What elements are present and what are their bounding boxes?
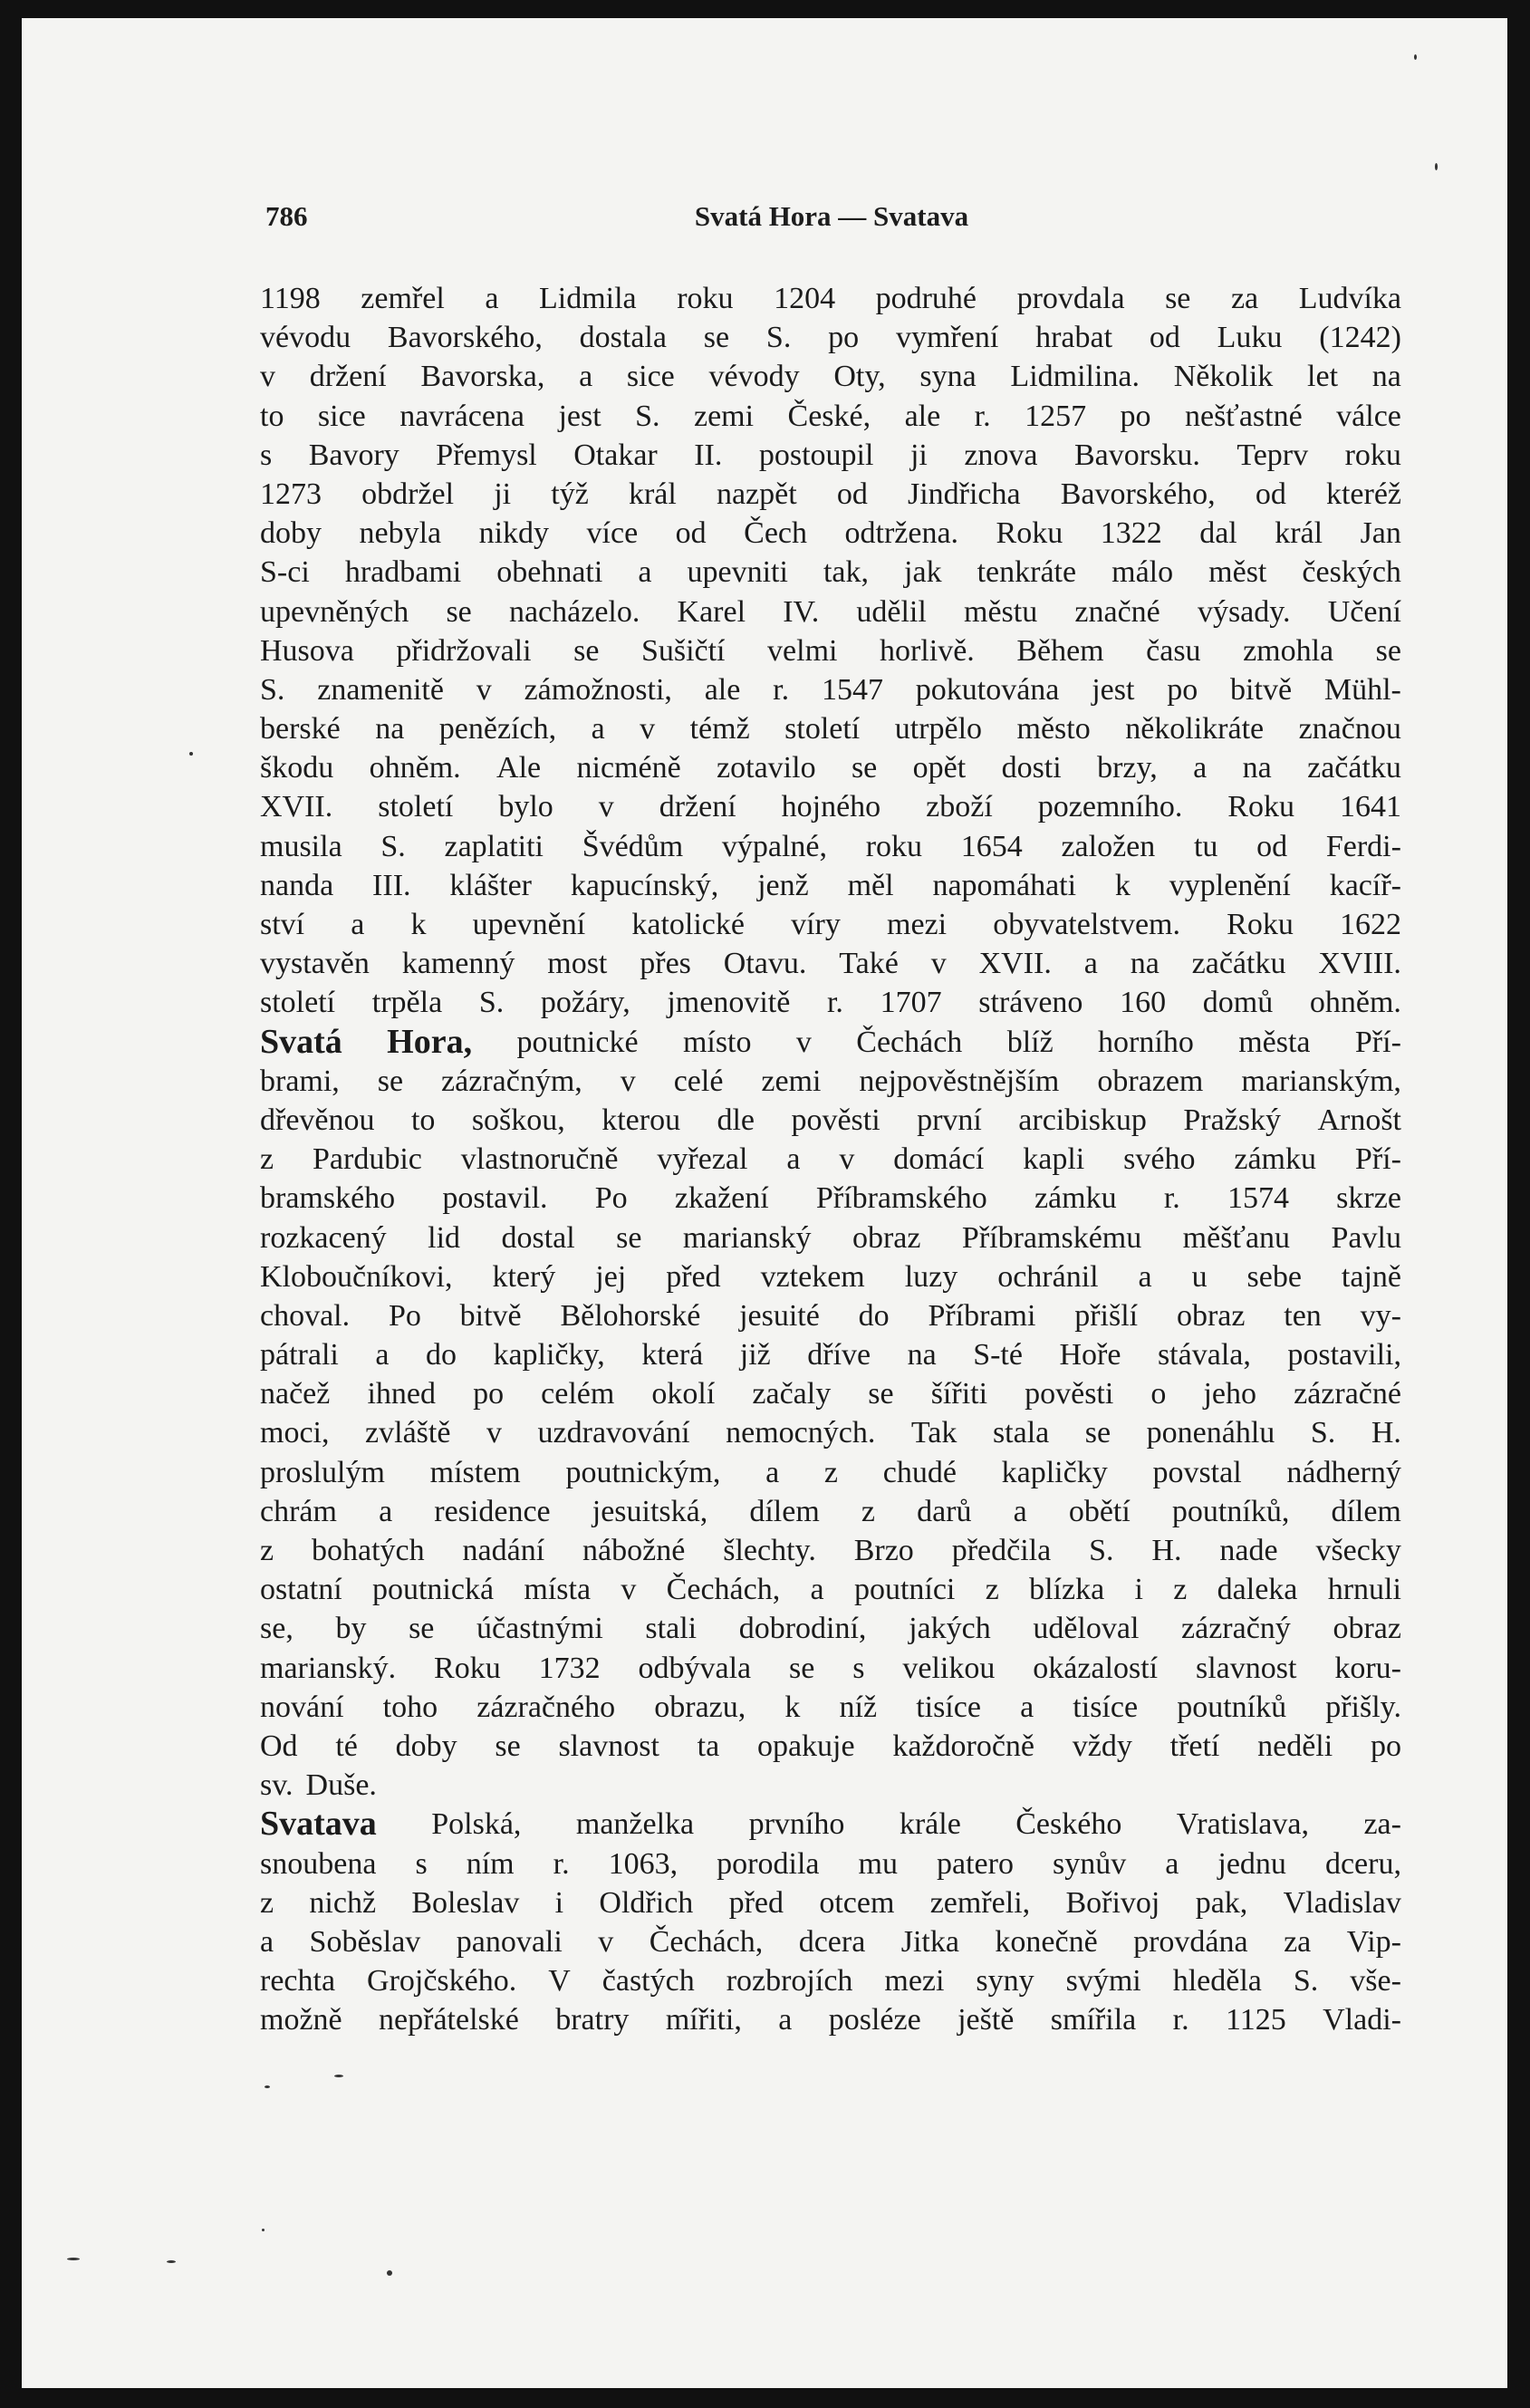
text-line: z nichž Boleslav i Oldřich před otcem zemřeli, Bořivoj pak, Vladislav bbox=[260, 1885, 1401, 1920]
scan-speck bbox=[262, 2229, 265, 2231]
scan-speck bbox=[189, 752, 193, 756]
text-line: z bohatých nadání nábožné šlechty. Brzo předčila S. H. nade všecky bbox=[260, 1534, 1401, 1567]
scan-speck bbox=[334, 2075, 343, 2077]
scan-speck bbox=[167, 2260, 176, 2263]
text-line: upevněných se nacházelo. Karel IV. udělil městu značné výsady. Učení bbox=[260, 594, 1401, 629]
text-line: vystavěn kamenný most přes Otavu. Také v XVII. a na začátku XVIII. bbox=[260, 947, 1401, 981]
text-line: v držení Bavorska, a sice vévody Oty, syna Lidmilina. Několik let na bbox=[260, 360, 1401, 394]
book-page bbox=[22, 18, 1507, 2388]
body-text bbox=[260, 279, 1401, 2039]
text-line: brami, se zázračným, v celé zemi nejpověstnějším obrazem marianským, bbox=[260, 1064, 1401, 1098]
scan-speck bbox=[387, 2270, 392, 2276]
text-line: 1273 obdržel ji týž král nazpět od Jindřicha Bavorského, od kteréž bbox=[260, 477, 1401, 511]
text-line: se, by se účastnými stali dobrodiní, jakých uděloval zázračný obraz bbox=[260, 1612, 1401, 1646]
text-line: musila S. zaplatiti Švédům výpalné, roku 1654 založen tu od Ferdi- bbox=[260, 829, 1401, 863]
text-line: rozkacený lid dostal se marianský obraz Příbramskému měšťanu Pavlu bbox=[260, 1220, 1401, 1255]
running-title: Svatá Hora — Svatava bbox=[694, 200, 969, 232]
page-header bbox=[265, 200, 1398, 246]
text-line: rechta Grojčského. V častých rozbrojích mezi syny svými hleděla S. vše- bbox=[260, 1964, 1401, 1999]
scan-speck bbox=[1414, 54, 1417, 60]
text-line: S. znamenitě v zámožnosti, ale r. 1547 pokutována jest po bitvě Mühl- bbox=[260, 672, 1401, 707]
text-line: 1198 zemřel a Lidmila roku 1204 podruhé provdala se za Ludvíka bbox=[260, 282, 1401, 315]
text-line: a Soběslav panovali v Čechách, dcera Jitka konečně provdána za Vip- bbox=[260, 1924, 1401, 1959]
text-line: proslulým místem poutnickým, a z chudé kapličky povstal nádherný bbox=[260, 1455, 1401, 1489]
text-line: S-ci hradbami obehnati a upevniti tak, jak tenkráte málo měst českých bbox=[260, 555, 1401, 590]
text-line: Svatá Hora, poutnické místo v Čechách blíž horního města Pří- bbox=[260, 1022, 1401, 1061]
scan-speck bbox=[265, 2085, 270, 2088]
text-line: možně nepřátelské bratry mířiti, a posléze ještě smířila r. 1125 Vladi- bbox=[260, 2003, 1401, 2037]
text-line: dřevěnou to soškou, kterou dle pověsti první arcibiskup Pražský Arnošt bbox=[260, 1103, 1401, 1137]
text-line: pátrali a do kapličky, která již dříve na S-té Hoře stávala, postavili, bbox=[260, 1338, 1401, 1373]
text-line: s Bavory Přemysl Otakar II. postoupil ji znova Bavorsku. Teprv roku bbox=[260, 438, 1401, 472]
text-line: ostatní poutnická místa v Čechách, a poutníci z blízka i z daleka hrnuli bbox=[260, 1573, 1401, 1607]
text-line: marianský. Roku 1732 odbývala se s velikou okázalostí slavnost koru- bbox=[260, 1651, 1401, 1685]
text-line: škodu ohněm. Ale nicméně zotavilo se opět dosti brzy, a na začátku bbox=[260, 751, 1401, 785]
text-line: XVII. století bylo v držení hojného zboží pozemního. Roku 1641 bbox=[260, 790, 1401, 824]
text-line: století trpěla S. požáry, jmenovitě r. 1707 stráveno 160 domů ohněm. bbox=[260, 986, 1401, 1020]
text-line: Kloboučníkovi, který jej před vztekem luzy ochránil a u sebe tajně bbox=[260, 1259, 1401, 1294]
text-line: ství a k upevnění katolické víry mezi obyvatelstvem. Roku 1622 bbox=[260, 908, 1401, 941]
text-line: choval. Po bitvě Bělohorské jesuité do Příbrami přišlí obraz ten vy- bbox=[260, 1298, 1401, 1333]
text-line: Svatava Polská, manželka prvního krále Českého Vratislava, za- bbox=[260, 1805, 1401, 1844]
text-line: chrám a residence jesuitská, dílem z darů a obětí poutníků, dílem bbox=[260, 1494, 1401, 1528]
text-line: sv. Duše. bbox=[260, 1768, 377, 1803]
text-line: snoubena s ním r. 1063, porodila mu patero synův a jednu dceru, bbox=[260, 1846, 1401, 1881]
text-line: z Pardubic vlastnoručně vyřezal a v domácí kapli svého zámku Pří- bbox=[260, 1142, 1401, 1177]
text-line: Husova přidržovali se Sušičtí velmi horlivě. Během času zmohla se bbox=[260, 633, 1401, 668]
text-line: berské na penězích, a v témž století utrpělo město několikráte značnou bbox=[260, 712, 1401, 746]
text-line: doby nebyla nikdy více od Čech odtržena. Roku 1322 dal král Jan bbox=[260, 516, 1401, 551]
scan-speck bbox=[67, 2258, 80, 2260]
page-number: 786 bbox=[265, 200, 308, 232]
text-line: Od té doby se slavnost ta opakuje každoročně vždy třetí neděli po bbox=[260, 1729, 1401, 1763]
text-line: vévodu Bavorského, dostala se S. po vymření hrabat od Luku (1242) bbox=[260, 321, 1401, 355]
text-line: nanda III. klášter kapucínský, jenž měl napomáhati k vyplenění kacíř- bbox=[260, 868, 1401, 902]
text-line: moci, zvláště v uzdravování nemocných. Tak stala se ponenáhlu S. H. bbox=[260, 1416, 1401, 1450]
text-line: nování toho zázračného obrazu, k níž tisíce a tisíce poutníků přišly. bbox=[260, 1690, 1401, 1724]
text-line: bramského postavil. Po zkažení Příbramského zámku r. 1574 skrze bbox=[260, 1181, 1401, 1216]
text-line: to sice navrácena jest S. zemi České, ale r. 1257 po nešťastné válce bbox=[260, 399, 1401, 433]
text-line: načež ihned po celém okolí začaly se šířiti pověsti o jeho zázračné bbox=[260, 1377, 1401, 1411]
scan-speck bbox=[1435, 163, 1438, 170]
